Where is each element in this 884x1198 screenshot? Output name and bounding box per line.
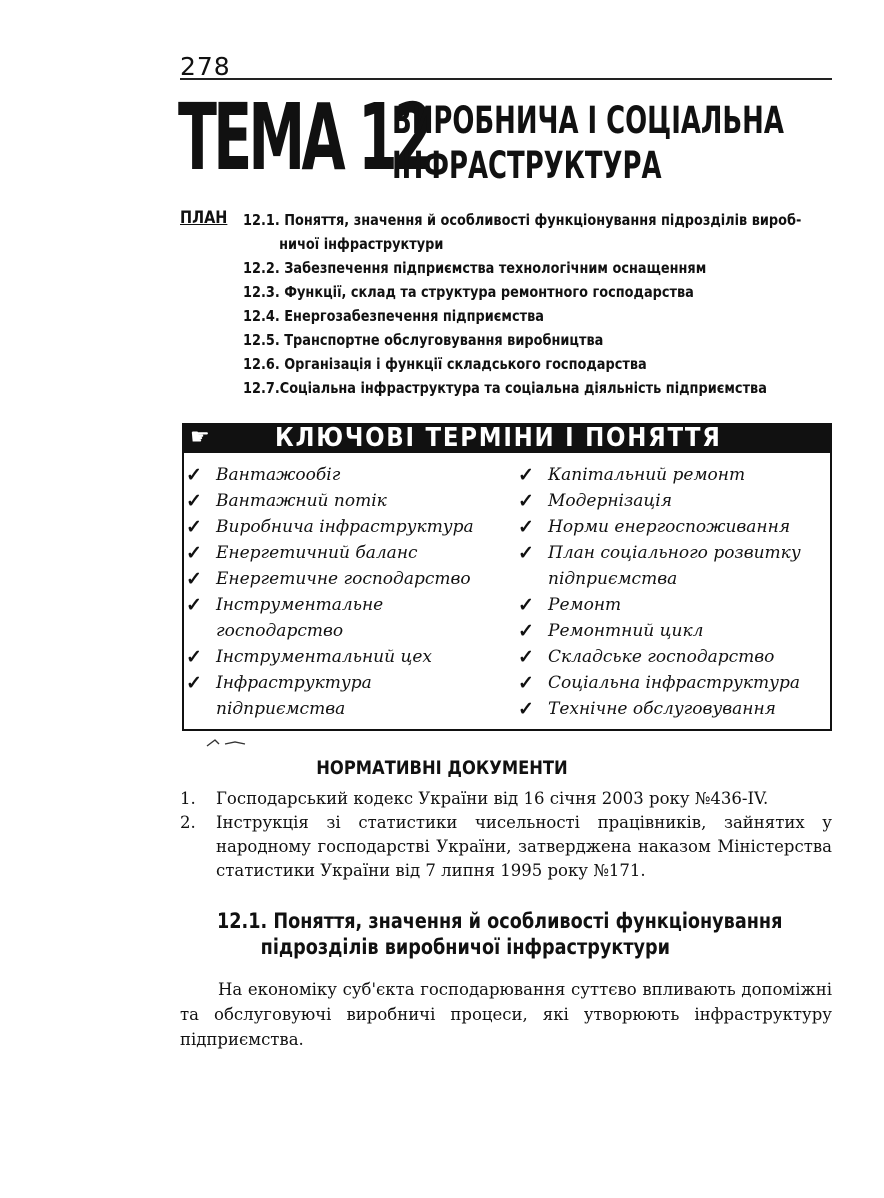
key-term-text: Капітальний ремонт [548,465,746,485]
key-term-text: господарство [216,621,344,641]
key-term-text: Соціальна інфраструктура [548,673,800,693]
check-mark-icon: ✓ [186,516,202,538]
plan-item: 12.4. Енергозабезпечення підприємства [243,307,544,325]
key-term-text: Енергетичний баланс [216,543,418,563]
key-term-text: Виробнича інфраструктура [216,517,474,537]
key-term-text: Ремонтний цикл [548,621,704,641]
list-number: 1. [180,789,196,808]
section-heading-line2: підрозділів виробничої інфраструктури [260,935,671,959]
check-mark-icon: ✓ [518,594,534,616]
plan-item: 12.7.Соціальна інфраструктура та соціальна діяльність підприємства [243,379,767,397]
key-terms-heading: КЛЮЧОВІ ТЕРМІНИ І ПОНЯТТЯ [275,423,722,453]
check-mark-icon: ✓ [518,698,534,720]
plan-item: 12.6. Організація і функції складського господарства [243,355,647,373]
key-term-item [518,488,828,514]
normative-document-item [180,811,832,883]
check-mark-icon: ✓ [518,620,534,642]
key-term-text: Інструментальний цех [216,647,432,667]
theme-label: ТЕМА 12 [178,84,430,191]
header-rule [180,78,832,80]
pen-mark-doodle [205,737,250,749]
theme-title-line2: ІНФРАСТРУКТУРА [392,144,662,187]
section-heading [217,908,783,960]
key-term-text: Вантажний потік [216,491,387,511]
check-mark-icon: ✓ [518,516,534,538]
key-term-text: Ремонт [548,595,622,615]
key-terms-right-column [518,462,828,722]
key-term-continuation [186,696,506,722]
list-number: 2. [180,813,196,832]
plan-list [243,208,843,400]
check-mark-icon: ✓ [186,490,202,512]
key-term-item [518,462,828,488]
key-term-text: Інфраструктура [216,673,372,693]
check-mark-icon: ✓ [186,594,202,616]
check-mark-icon: ✓ [186,646,202,668]
key-term-text: Модернізація [548,491,672,511]
key-term-text: Технічне обслуговування [548,699,776,719]
key-term-item [518,644,828,670]
theme-title [392,98,784,188]
plan-item: ничої інфраструктури [279,235,444,253]
check-mark-icon: ✓ [518,672,534,694]
key-term-text: Енергетичне господарство [216,569,471,589]
normative-heading: НОРМАТИВНІ ДОКУМЕНТИ [316,757,568,779]
plan-item: 12.5. Транспортне обслуговування виробництва [243,331,604,349]
key-term-text: підприємства [548,569,678,589]
normative-document-text: Господарський кодекс України від 16 січня 2003 року №436-IV. [216,789,769,808]
normative-document-text: Інструкція зі статистики чисельності працівників, зайнятих у народному господарстві України, затверджена наказом Міністерства статистики України від 7 липня 1995 року №171. [216,813,832,880]
key-term-item [186,514,506,540]
check-mark-icon: ✓ [518,490,534,512]
key-term-item [518,696,828,722]
key-terms-left-column [186,462,506,722]
check-mark-icon: ✓ [186,672,202,694]
key-term-continuation [186,618,506,644]
section-heading-line1: 12.1. Поняття, значення й особливості функціонування [217,909,783,933]
page-number: 278 [180,52,231,81]
check-mark-icon: ✓ [518,464,534,486]
key-term-item [186,488,506,514]
key-term-continuation [518,566,828,592]
key-term-item [518,592,828,618]
body-paragraph: На економіку суб'єкта господарювання суттєво впливають допоміжні та обслуговуючі виробничі процеси, які утворюють інфраструктуру підприємства. [180,980,832,1049]
plan-item: 12.1. Поняття, значення й особливості функціонування підрозділів вироб- [243,211,802,229]
key-term-item [518,540,828,566]
pointing-hand-icon: ☛ [190,425,210,450]
key-term-item [186,540,506,566]
key-term-item [518,618,828,644]
key-term-item [186,592,506,618]
plan-item: 12.2. Забезпечення підприємства технологічним оснащенням [243,259,707,277]
check-mark-icon: ✓ [186,464,202,486]
key-term-text: Вантажообіг [216,465,341,485]
key-term-text: Норми енергоспоживання [548,517,791,537]
key-term-item [186,462,506,488]
key-term-text: План соціального розвитку [548,543,801,563]
key-term-text: підприємства [216,699,346,719]
key-term-item [518,514,828,540]
key-term-text: Інструментальне [216,595,384,615]
key-term-item [186,644,506,670]
plan-item: 12.3. Функції, склад та структура ремонтного господарства [243,283,694,301]
key-term-item [518,670,828,696]
key-term-text: Складське господарство [548,647,775,667]
key-term-item [186,670,506,696]
key-term-item [186,566,506,592]
check-mark-icon: ✓ [186,542,202,564]
check-mark-icon: ✓ [186,568,202,590]
theme-title-line1: ВИРОБНИЧА І СОЦІАЛЬНА [392,99,784,142]
check-mark-icon: ✓ [518,646,534,668]
plan-label: ПЛАН [180,208,228,228]
normative-documents-list [180,787,832,883]
check-mark-icon: ✓ [518,542,534,564]
normative-document-item [180,787,832,811]
